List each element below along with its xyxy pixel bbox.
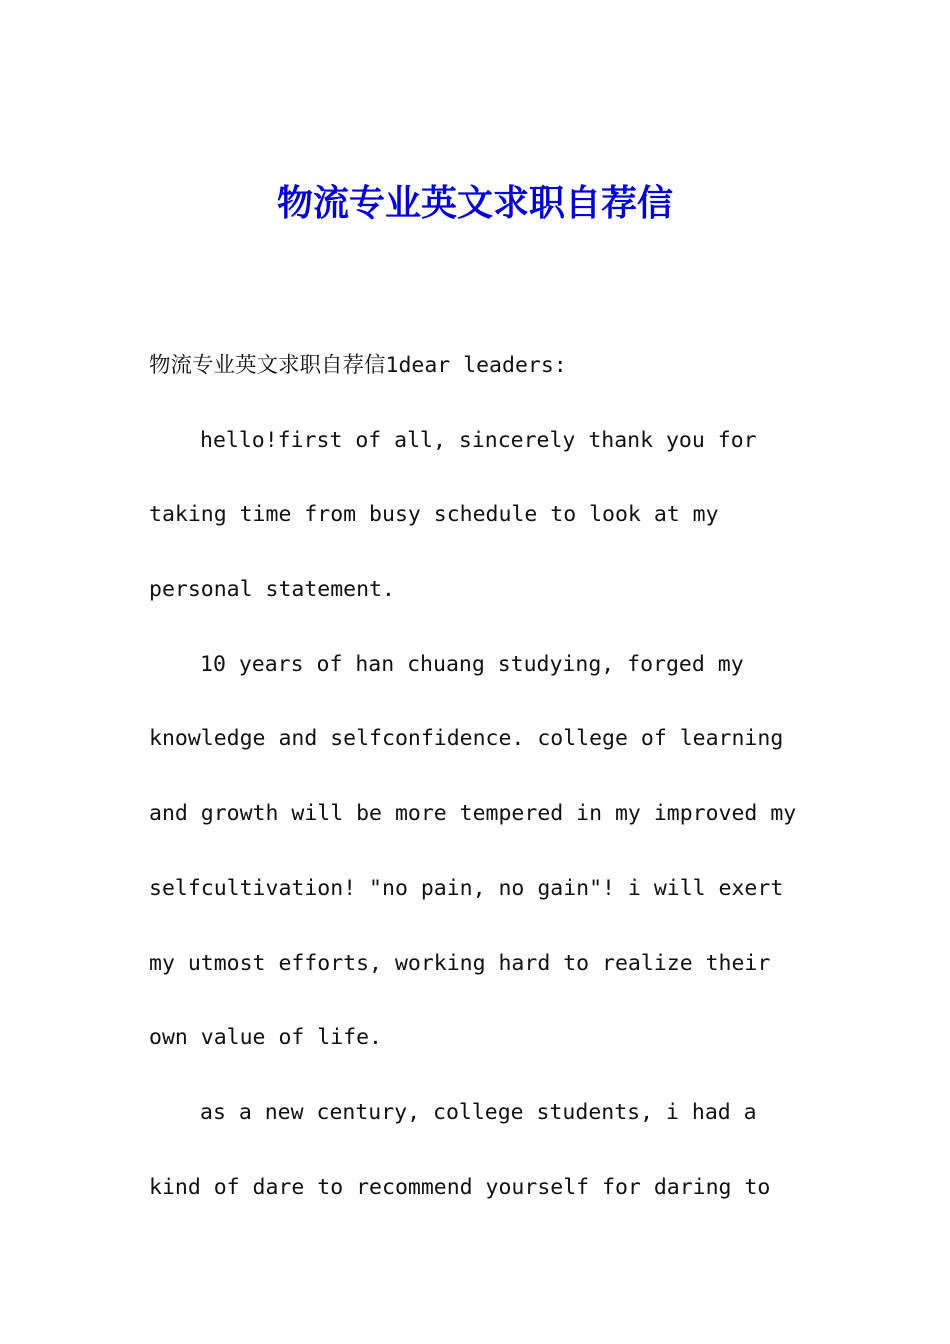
text-line: and growth will be more tempered in my improved my	[149, 801, 797, 827]
text-line: 10 years of han chuang studying, forged my	[200, 651, 744, 677]
text-line: personal statement.	[149, 577, 395, 603]
document-title: 物流专业英文求职自荐信	[276, 182, 673, 224]
text-line: my utmost efforts, working hard to realize their	[149, 950, 771, 976]
text-line: hello!first of all, sincerely thank you for	[200, 427, 757, 453]
text-line: taking time from busy schedule to look at my	[149, 502, 719, 528]
text-line: knowledge and selfconfidence. college of learning	[149, 726, 784, 752]
document-body	[149, 329, 809, 1225]
text-line: own value of life.	[149, 1025, 382, 1051]
text-line: selfcultivation! "no pain, no gain"! i will exert	[149, 875, 784, 901]
text-line: as a new century, college students, i had a	[200, 1099, 757, 1125]
text-line: 物流专业英文求职自荐信1dear leaders:	[149, 353, 567, 378]
text-line: kind of dare to recommend yourself for daring to	[149, 1174, 771, 1200]
